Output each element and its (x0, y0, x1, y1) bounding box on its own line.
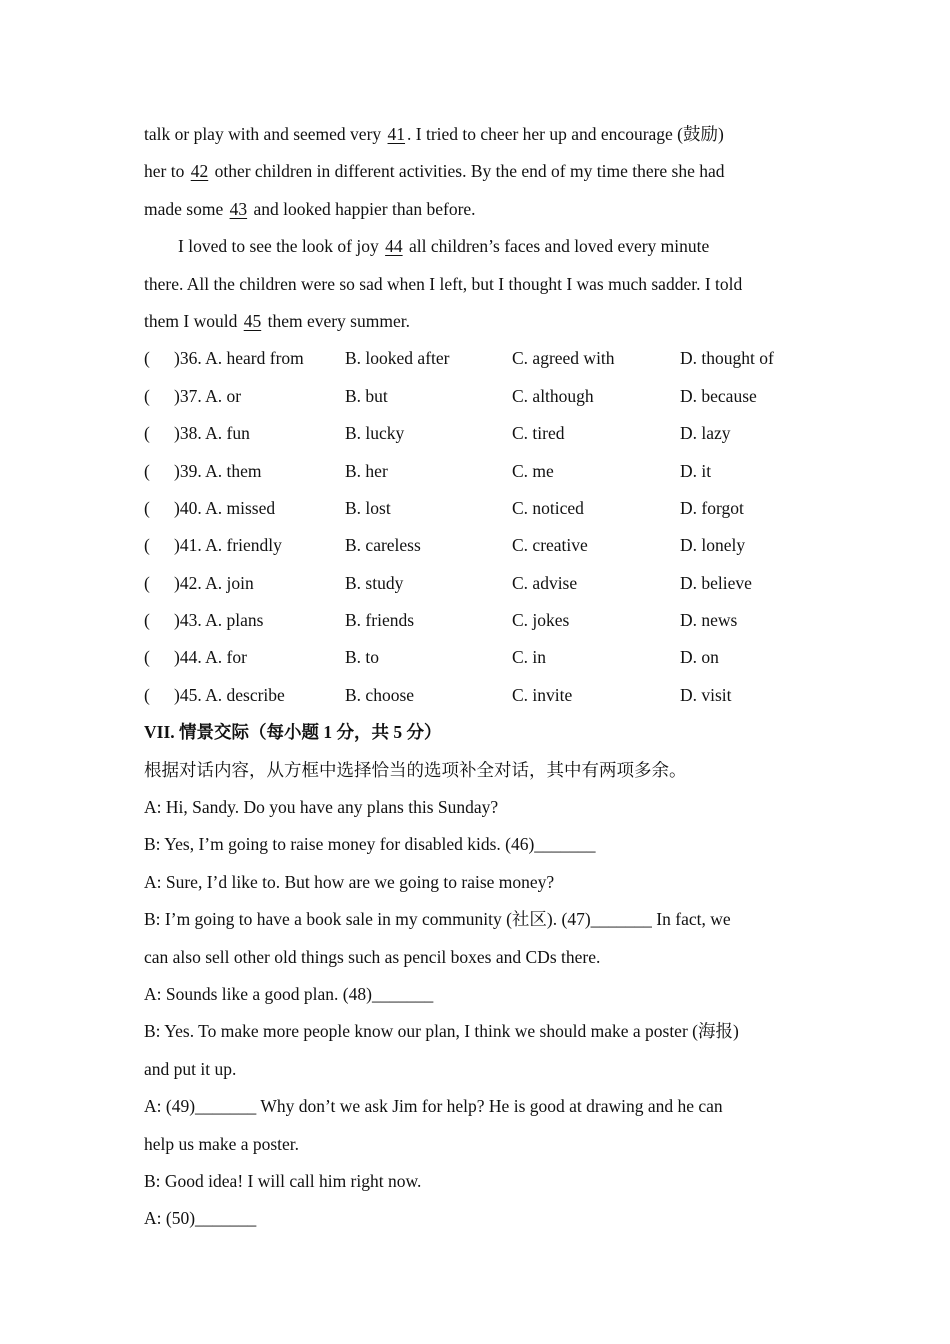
option-b: B. lost (345, 497, 391, 518)
passage-line (144, 303, 814, 340)
option-d: D. lazy (680, 423, 731, 444)
answer-paren[interactable]: ( (144, 610, 150, 631)
section-heading: VII. 情景交际（每小题 1 分，共 5 分） (144, 722, 442, 743)
option-b: B. to (345, 647, 380, 668)
blank-43: 43 (229, 198, 248, 219)
option-a: )39. A. them (174, 460, 262, 481)
option-d: D. forgot (680, 497, 744, 518)
dialogue-line: and put it up. (144, 1058, 237, 1079)
passage-line (144, 116, 814, 153)
question-row (144, 639, 814, 676)
dialogue-line: A: Hi, Sandy. Do you have any plans this Sunday? (144, 797, 499, 818)
blank-44: 44 (385, 236, 403, 257)
option-c: C. me (512, 460, 554, 481)
answer-paren[interactable]: ( (144, 497, 150, 518)
option-b: B. looked after (345, 348, 450, 369)
option-c: C. advise (512, 572, 578, 593)
blank-41: 41 (387, 124, 406, 144)
option-d: D. believe (680, 572, 752, 593)
dialogue (144, 789, 814, 1238)
option-c: C. creative (512, 535, 588, 556)
question-row (144, 677, 814, 714)
option-d: D. visit (680, 684, 732, 705)
answer-paren[interactable]: ( (144, 535, 150, 556)
option-b: B. but (345, 385, 388, 406)
question-row (144, 602, 814, 639)
passage-text: . I tried to cheer her up and encourage (鼓励) (407, 124, 724, 144)
option-b: B. lucky (345, 423, 405, 444)
option-d: D. it (680, 460, 712, 481)
passage-text: them I would (144, 310, 242, 331)
question-row (144, 527, 814, 564)
option-c: C. although (512, 385, 594, 406)
exam-page (144, 116, 814, 1238)
passage-text: other children in different activities. By the end of my time there she had (210, 161, 725, 182)
option-b: B. careless (345, 535, 421, 556)
blank-45: 45 (243, 310, 262, 331)
dialogue-line: A: (50)_______ (144, 1208, 257, 1229)
option-a: )36. A. heard from (174, 348, 304, 369)
option-c: C. in (512, 647, 547, 668)
dialogue-line: B: Good idea! I will call him right now. (144, 1170, 422, 1191)
option-c: C. tired (512, 423, 565, 444)
option-b: B. study (345, 572, 404, 593)
answer-paren[interactable]: ( (144, 684, 150, 705)
question-row (144, 340, 814, 377)
option-a: )41. A. friendly (174, 535, 282, 556)
question-row (144, 565, 814, 602)
question-row (144, 378, 814, 415)
passage-text: all children’s faces and loved every minute (404, 236, 710, 257)
passage-text: them every summer. (263, 310, 410, 331)
passage-line (144, 191, 814, 228)
option-a: )37. A. or (174, 385, 242, 406)
option-d: D. on (680, 647, 719, 668)
passage-text: and looked happier than before. (249, 198, 476, 219)
option-d: D. because (680, 385, 757, 406)
answer-paren[interactable]: ( (144, 647, 150, 668)
question-row (144, 415, 814, 452)
dialogue-line: B: Yes. To make more people know our plan, I think we should make a poster (海报) (144, 1021, 739, 1042)
option-a: )40. A. missed (174, 497, 276, 518)
option-a: )44. A. for (174, 647, 247, 668)
answer-paren[interactable]: ( (144, 423, 150, 444)
dialogue-line: can also sell other old things such as pencil boxes and CDs there. (144, 946, 601, 967)
option-a: )38. A. fun (174, 423, 250, 444)
answer-paren[interactable]: ( (144, 385, 150, 406)
option-a: )45. A. describe (174, 684, 285, 705)
option-c: C. invite (512, 684, 573, 705)
option-b: B. choose (345, 684, 415, 705)
option-b: B. friends (345, 610, 415, 631)
passage-text: there. All the children were so sad when I left, but I thought I was much sadder. I told (144, 273, 743, 294)
dialogue-line: A: Sure, I’d like to. But how are we going to raise money? (144, 871, 555, 892)
question-row (144, 453, 814, 490)
passage-line (144, 266, 814, 303)
option-a: )42. A. join (174, 572, 254, 593)
option-c: C. noticed (512, 497, 584, 518)
dialogue-line: B: I’m going to have a book sale in my community (社区). (47)_______ In fact, we (144, 909, 731, 930)
passage-line (144, 228, 814, 265)
dialogue-line: A: (49)_______ Why don’t we ask Jim for help? He is good at drawing and he can (144, 1096, 723, 1117)
answer-paren[interactable]: ( (144, 348, 150, 369)
question-row (144, 490, 814, 527)
option-d: D. news (680, 610, 738, 631)
passage-line (144, 153, 814, 190)
dialogue-line: help us make a poster. (144, 1133, 300, 1154)
answer-paren[interactable]: ( (144, 572, 150, 593)
option-d: D. lonely (680, 535, 746, 556)
option-c: C. jokes (512, 610, 570, 631)
option-b: B. her (345, 460, 388, 481)
passage-text: talk or play with and seemed very (144, 124, 386, 144)
dialogue-line: B: Yes, I’m going to raise money for disabled kids. (46)_______ (144, 834, 596, 855)
option-c: C. agreed with (512, 348, 615, 369)
answer-paren[interactable]: ( (144, 460, 150, 481)
passage-text: I loved to see the look of joy (178, 236, 384, 257)
option-a: )43. A. plans (174, 610, 264, 631)
passage-text: her to (144, 161, 189, 182)
blank-42: 42 (190, 161, 209, 182)
section-instruction: 根据对话内容，从方框中选择恰当的选项补全对话，其中有两项多余。 (144, 759, 687, 780)
passage-text: made some (144, 198, 228, 219)
dialogue-line: A: Sounds like a good plan. (48)_______ (144, 983, 434, 1004)
question-list (144, 340, 814, 714)
option-d: D. thought of (680, 348, 774, 369)
